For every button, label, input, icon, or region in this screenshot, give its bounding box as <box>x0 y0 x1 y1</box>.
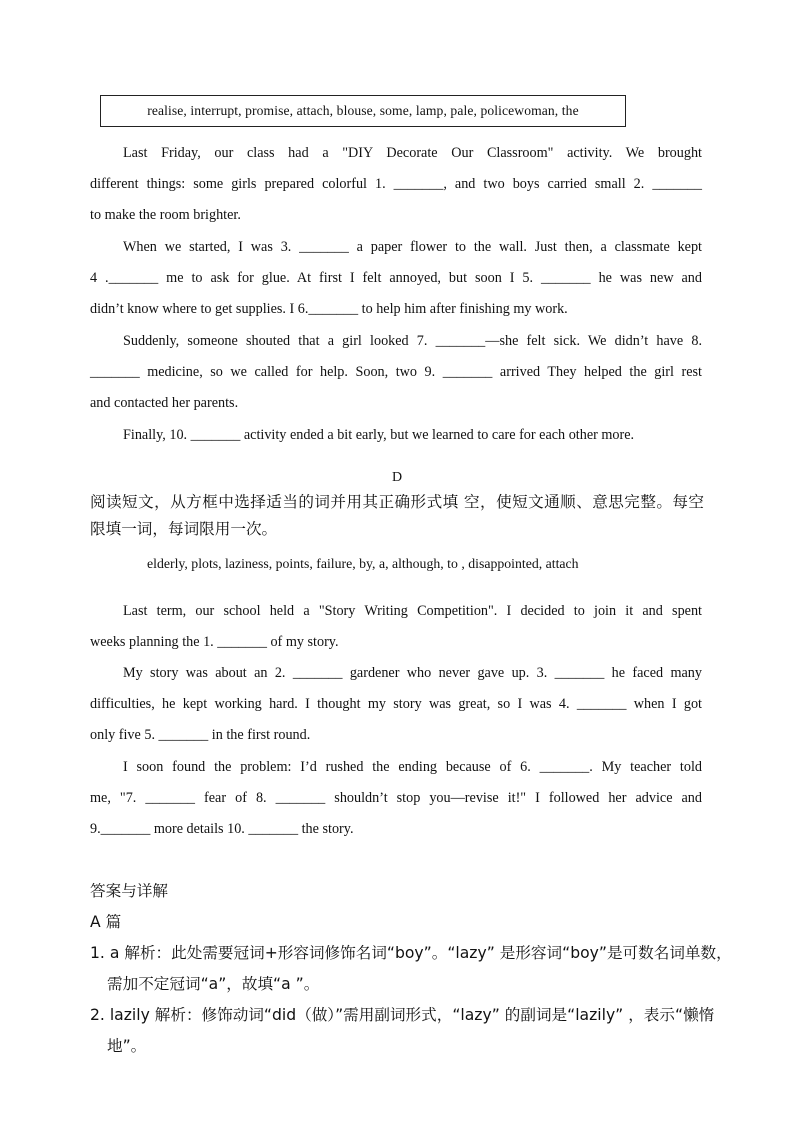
passage-c-paragraph-4 <box>90 420 702 451</box>
answer-line: 1. a 解析：此处需要冠词+形容词修饰名词“boy”。“lazy” 是形容词“boy”是可数名词单数， <box>90 944 732 962</box>
text-line: I soon found the problem: I’d rushed the ending because of 6. _______. My teacher told <box>123 759 702 775</box>
text-line: Suddenly, someone shouted that a girl looked 7. _______—she felt sick. We didn’t have 8. <box>123 333 702 349</box>
answers-heading: 答案与详解 <box>90 882 168 900</box>
answer-line: 地”。 <box>107 1037 147 1055</box>
text-line: difficulties, he kept working hard. I thought my story was great, so I was 4. _______ when I got <box>90 696 702 713</box>
text-line: different things: some girls prepared colorful 1. _______, and two boys carried small 2. _______ <box>90 176 702 193</box>
section-d-word-list: elderly, plots, laziness, points, failure, by, a, although, to , disappointed, attach <box>147 556 579 571</box>
instruction-line: 阅读短文，从方框中选择适当的词并用其正确形式填 空，使短文通顺、意思完整。每空 <box>90 493 704 511</box>
passage-d-paragraph-2 <box>90 658 702 752</box>
text-line: Last term, our school held a "Story Writing Competition". I decided to join it and spent <box>123 603 702 619</box>
text-line: and contacted her parents. <box>90 395 239 412</box>
answer-line: 2. lazily 解析：修饰动词“did（做）”需用副词形式，“lazy” 的副词是“lazily” ，表示“懒惰 <box>90 1006 715 1024</box>
text-line: weeks planning the 1. _______ of my story. <box>90 634 339 651</box>
passage-d-paragraph-3 <box>90 752 702 846</box>
section-d-instruction <box>90 489 704 543</box>
text-line: 9._______ more details 10. _______ the story. <box>90 821 354 838</box>
section-d-title: D <box>391 470 403 485</box>
text-line: _______ medicine, so we called for help. Soon, two 9. _______ arrived They helped the girl rest <box>90 364 702 381</box>
passage-c-paragraph-3 <box>90 326 702 420</box>
passage-c-paragraph-1 <box>90 138 702 232</box>
text-line: Finally, 10. _______ activity ended a bit early, but we learned to care for each other more. <box>123 427 635 443</box>
text-line: Last Friday, our class had a "DIY Decorate Our Classroom" activity. We brought <box>123 145 702 161</box>
passage-d-paragraph-1 <box>90 596 702 658</box>
text-line: When we started, I was 3. _______ a paper flower to the wall. Just then, a classmate kept <box>123 239 702 255</box>
instruction-line: 限填一词，每词限用一次。 <box>90 520 278 538</box>
word-box <box>100 95 626 127</box>
text-line: only five 5. _______ in the first round. <box>90 727 311 744</box>
answer-item <box>90 1000 715 1062</box>
word-box-text: realise, interrupt, promise, attach, blouse, some, lamp, pale, policewoman, the <box>147 103 579 118</box>
text-line: 4 ._______ me to ask for glue. At first I felt annoyed, but soon I 5. _______ he was new and <box>90 270 702 287</box>
text-line: me, "7. _______ fear of 8. _______ shouldn’t stop you—revise it!" I followed her advice and <box>90 790 702 807</box>
answer-item <box>90 938 732 1000</box>
text-line: to make the room brighter. <box>90 207 241 224</box>
answers-section <box>90 876 732 1062</box>
passage-c-paragraph-2 <box>90 232 702 326</box>
text-line: My story was about an 2. _______ gardener who never gave up. 3. _______ he faced many <box>123 665 702 681</box>
answer-line: 需加不定冠词“a”，故填“a ”。 <box>107 975 320 993</box>
answers-part-label: A 篇 <box>90 913 122 931</box>
text-line: didn’t know where to get supplies. I 6._______ to help him after finishing my work. <box>90 301 568 318</box>
